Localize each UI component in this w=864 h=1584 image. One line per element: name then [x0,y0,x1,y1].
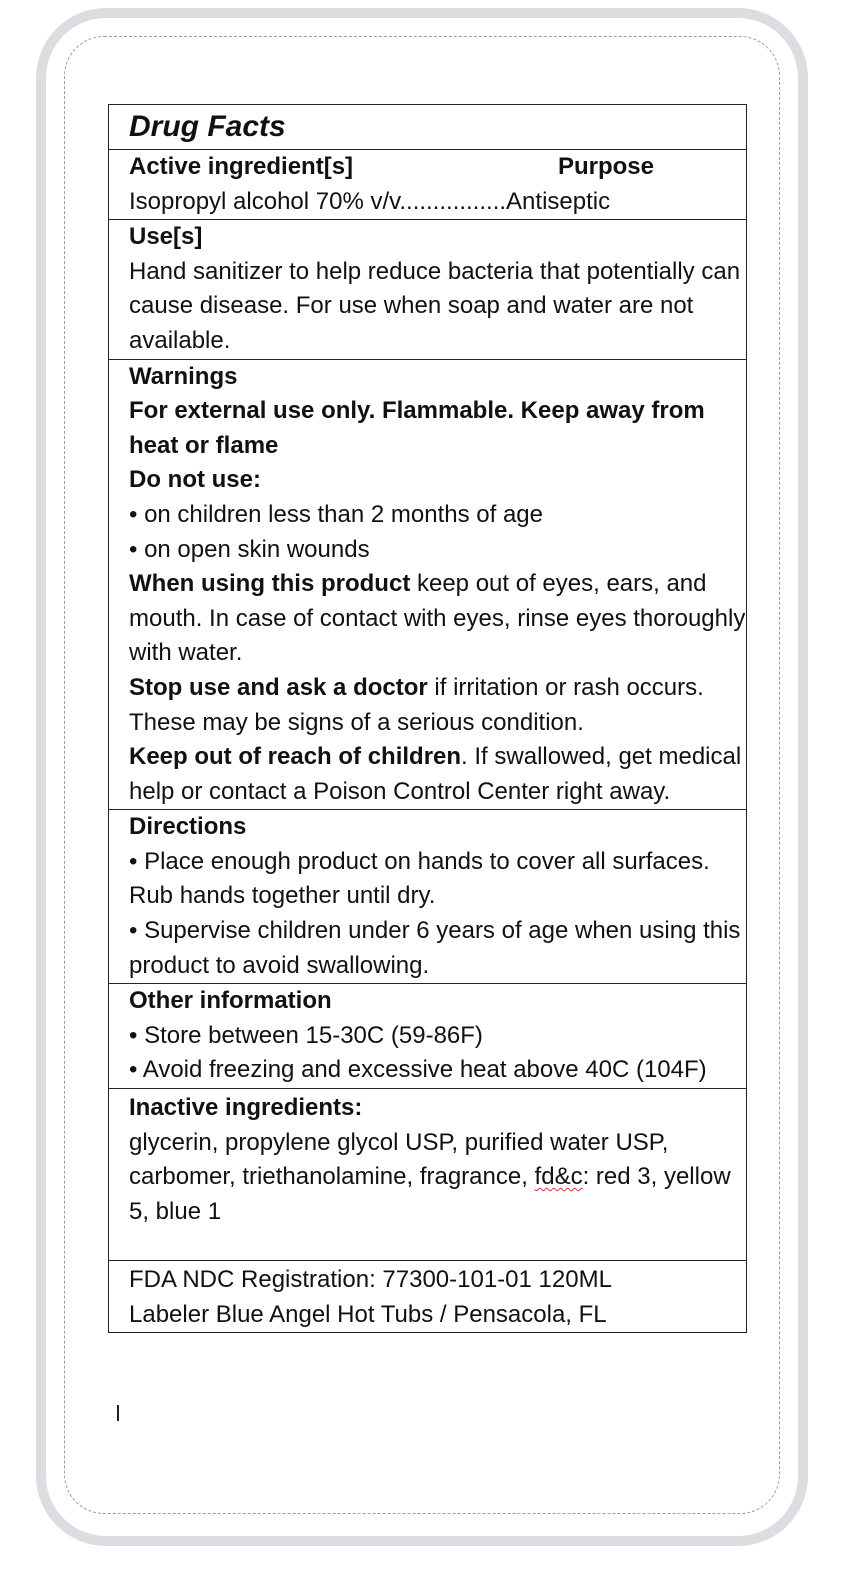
warnings-section [109,359,746,810]
stop-use-text: if irritation or rash occurs. These may be signs of a serious condition. [129,673,704,736]
fda-registration-section [109,1260,746,1332]
fda-ndc-registration: FDA NDC Registration: 77300-101-01 120ML [129,1266,612,1294]
other-information-section [109,983,746,1088]
directions-item: • Place enough product on hands to cover all surfaces. Rub hands together until dry. [129,847,710,910]
text-cursor-mark [117,1405,119,1421]
do-not-use-heading: Do not use: [129,466,261,494]
active-ingredient-line: Isopropyl alcohol 70% v/v................Antiseptic [129,187,611,215]
spellcheck-flagged-word: fd&c [534,1163,583,1191]
keep-out-text: . If swallowed, get medical help or contact a Poison Control Center right away. [129,743,742,805]
inactive-ingredients-heading: Inactive ingredients: [129,1094,363,1122]
active-ingredient-heading: Active ingredient[s] [129,153,354,180]
do-not-use-item: • on children less than 2 months of age [129,500,543,528]
active-ingredient-section [109,149,746,219]
title-section [109,105,746,149]
inactive-text-part: : red 3, yellow 5, blue 1 [129,1163,731,1225]
directions-section [109,809,746,983]
keep-out-paragraph [129,740,746,809]
when-using-text: keep out of eyes, ears, and mouth. In case of contact with eyes, rinse eyes thoroughly with water. [129,570,746,667]
other-information-item: • Store between 15-30C (59-86F) [129,1021,483,1049]
uses-text: Hand sanitizer to help reduce bacteria that potentially can cause disease. For use when soap and water are not available. [129,257,741,354]
stop-use-paragraph [129,671,746,740]
directions-heading: Directions [129,813,247,841]
stop-use-label: Stop use and ask a doctor [129,673,428,701]
other-information-heading: Other information [129,987,332,1015]
do-not-use-item: • on open skin wounds [129,535,370,563]
directions-item: • Supervise children under 6 years of age when using this product to avoid swallowing. [129,917,741,979]
uses-heading: Use[s] [129,223,203,251]
active-header-row [129,150,746,185]
inactive-text-part: glycerin, propylene glycol USP, purified water USP, carbomer, triethanolamine, fragrance, [129,1128,669,1191]
labeler-line: Labeler Blue Angel Hot Tubs / Pensacola, FL [129,1300,607,1328]
inactive-ingredients-text [129,1126,746,1230]
when-using-paragraph [129,567,746,671]
keep-out-label: Keep out of reach of children [129,743,462,771]
when-using-label: When using this product [129,570,411,598]
drug-facts-panel [108,104,747,1333]
other-information-item: • Avoid freezing and excessive heat above 40C (104F) [129,1056,707,1084]
inactive-ingredients-section [109,1088,746,1260]
external-use-warning: For external use only. Flammable. Keep away from heat or flame [129,397,705,459]
uses-section [109,219,746,358]
purpose-heading: Purpose [557,153,654,180]
drug-facts-title: Drug Facts [129,110,286,143]
warnings-heading: Warnings [129,362,238,390]
